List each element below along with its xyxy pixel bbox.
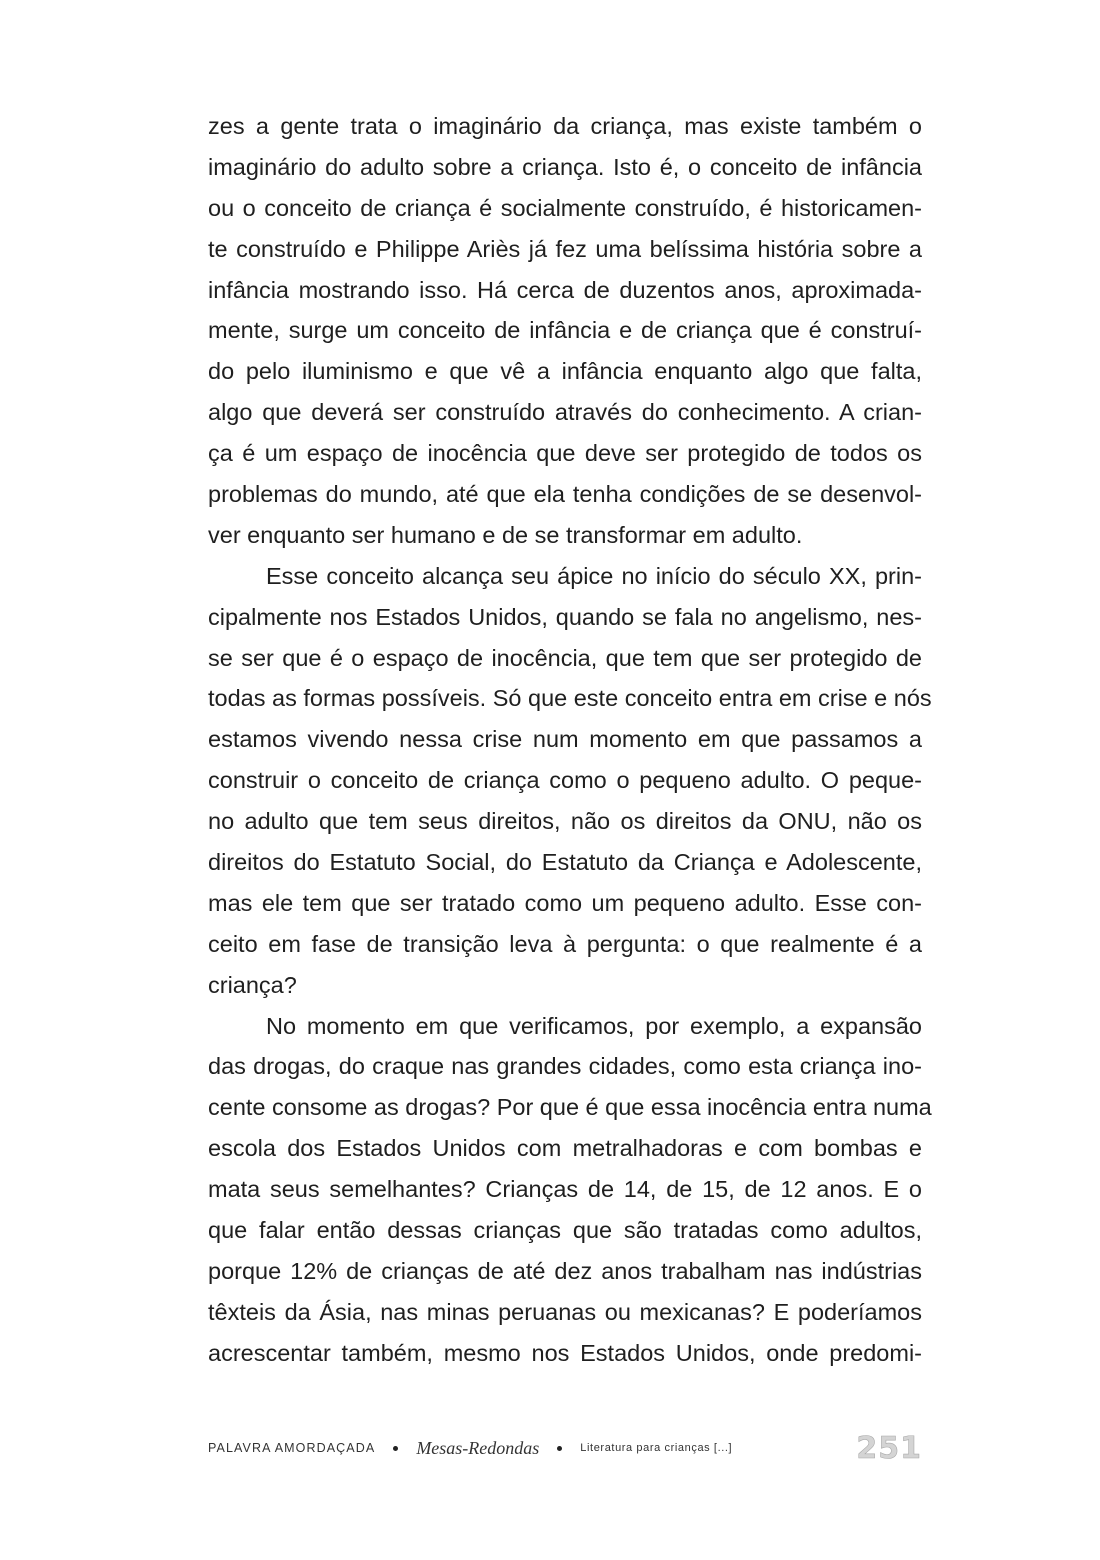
text-line: mente, surge um conceito de infância e de criança que é construí- xyxy=(208,317,922,344)
text-line: do pelo iluminismo e que vê a infância enquanto algo que falta, xyxy=(208,358,922,385)
text-line: mata seus semelhantes? Crianças de 14, de 15, de 12 anos. E o xyxy=(208,1176,922,1203)
footer-bullet-icon xyxy=(393,1446,398,1451)
text-line: ça é um espaço de inocência que deve ser protegido de todos os xyxy=(208,440,922,467)
text-line: que falar então dessas crianças que são tratadas como adultos, xyxy=(208,1217,922,1244)
text-line: mas ele tem que ser tratado como um pequeno adulto. Esse con- xyxy=(208,889,922,916)
text-line: imaginário do adulto sobre a criança. Isto é, o conceito de infância xyxy=(208,153,922,180)
text-line: infância mostrando isso. Há cerca de duzentos anos, aproximada- xyxy=(208,276,922,303)
text-line: problemas do mundo, até que ela tenha condições de se desenvol- xyxy=(208,481,922,508)
text-line: porque 12% de crianças de até dez anos trabalham nas indústrias xyxy=(208,1257,922,1284)
text-line: se ser que é o espaço de inocência, que tem que ser protegido de xyxy=(208,644,922,671)
text-line: no adulto que tem seus direitos, não os direitos da ONU, não os xyxy=(208,808,922,835)
body-text xyxy=(208,106,932,1374)
text-line: te construído e Philippe Ariès já fez uma belíssima história sobre a xyxy=(208,235,922,262)
text-line: ou o conceito de criança é socialmente construído, é historicamen- xyxy=(208,194,922,221)
text-line: zes a gente trata o imaginário da criança, mas existe também o xyxy=(208,113,922,139)
text-line: acrescentar também, mesmo nos Estados Unidos, onde predomi- xyxy=(208,1339,922,1366)
footer-collection: Mesas-Redondas xyxy=(416,1437,540,1458)
text-line: criança? xyxy=(208,971,297,998)
page-number: 251 xyxy=(856,1430,922,1466)
text-line: algo que deverá ser construído através do conhecimento. A crian- xyxy=(208,399,922,426)
text-line: No momento em que verificamos, por exemplo, a expansão xyxy=(266,1012,922,1039)
text-line: construir o conceito de criança como o pequeno adulto. O peque- xyxy=(208,767,922,794)
text-line: cente consome as drogas? Por que é que essa inocência entra numa xyxy=(208,1094,932,1121)
text-line: direitos do Estatuto Social, do Estatuto da Criança e Adolescente, xyxy=(208,849,922,876)
footer-chapter: Literatura para crianças [...] xyxy=(580,1442,733,1454)
footer-book-title: PALAVRA AMORDAÇADA xyxy=(208,1441,376,1455)
text-line: escola dos Estados Unidos com metralhadoras e com bombas e xyxy=(208,1135,922,1162)
text-line: todas as formas possíveis. Só que este conceito entra em crise e nós xyxy=(208,685,932,712)
footer-bullet-icon xyxy=(557,1446,562,1451)
text-line: estamos vivendo nessa crise num momento em que passamos a xyxy=(208,726,922,753)
text-line: Esse conceito alcança seu ápice no início do século XX, prin- xyxy=(266,562,922,589)
text-line: das drogas, do craque nas grandes cidades, como esta criança ino- xyxy=(208,1053,922,1080)
text-line: ceito em fase de transição leva à pergunta: o que realmente é a xyxy=(208,930,922,957)
page-footer xyxy=(208,1428,922,1468)
text-line: cipalmente nos Estados Unidos, quando se fala no angelismo, nes- xyxy=(208,603,922,630)
text-line: ver enquanto ser humano e de se transformar em adulto. xyxy=(208,521,803,548)
text-line: têxteis da Ásia, nas minas peruanas ou mexicanas? E poderíamos xyxy=(208,1298,922,1325)
